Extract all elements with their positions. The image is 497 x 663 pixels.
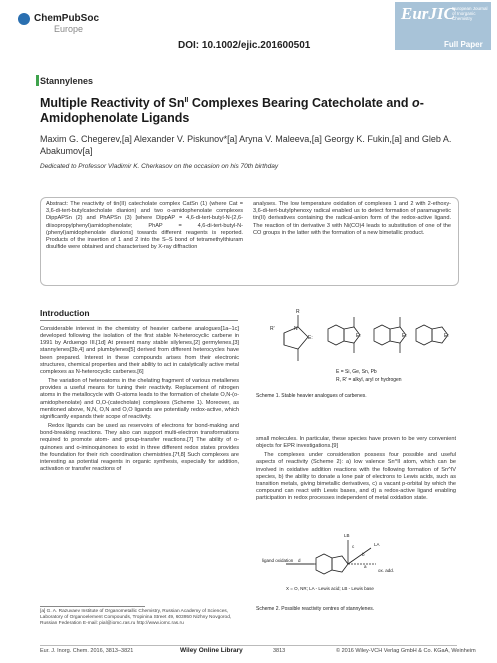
scheme1-legend-e: E = Si, Ge, Sn, Pb [336,369,377,375]
scheme2-b: b [362,552,365,557]
svg-text:E:: E: [444,333,449,339]
scheme2-la: LA [374,542,380,547]
wiley-online-library[interactable]: Wiley Online Library [180,647,243,654]
scheme1-label-r: R [296,309,300,315]
journal-logo: EurJIC [401,4,455,23]
scheme1-label-rprime: R' [270,326,275,332]
scheme2-c: c [352,544,355,549]
authors: Maxim G. Chegerev,[a] Alexander V. Piskunov*[a] Aryna V. Maleeva,[a] Georgy K. Fukin,[a] and Gleb A. Abakumov[a] [40,134,452,156]
dedication: Dedicated to Professor Vladimir K. Cherkasov on the occasion on his 70th birthday [40,163,279,170]
scheme2-caption: Scheme 2. Possible reactivity centres of stannylenes. [256,606,375,612]
right-paragraph-1: small molecules. In particular, these species have proven to be very convenient objects for EPR investigations.[9] [256,436,456,450]
intro-heading: Introduction [40,308,90,318]
scheme2-a: a [364,564,367,569]
svg-text:E:: E: [356,333,361,339]
publisher-logo [14,10,124,44]
article-type: Full Paper [444,40,483,49]
scheme2-oxadd: ox. add. [378,568,395,573]
journal-reference: Eur. J. Inorg. Chem. 2016, 3813–3821 [40,648,134,654]
scheme-1-figure [256,305,456,425]
publisher-name: ChemPubSoc [34,13,100,24]
intro-paragraph-1: Considerable interest in the chemistry of heavier carbene analogues[1a–1c] developed following the isolation of the first stable N-heterocyclic carbene in 1991 by Arduengo III.[1d] At present many stable silylenes,[2] germylenes,[3] stannylenes[3b,4] and plumbylenes[5] derived from different heterocycles have been prepared. Interest in these compounds arises from their electronic structures, chemical properties and their ability to act in catalytically active metal complexes as N-heterocyclic carbenes.[6] [40,326,239,375]
section-marker [36,75,39,86]
scheme1-label-n: N [294,326,298,332]
footnote-rule [40,606,145,607]
publisher-logo-icon [18,13,30,25]
right-column-body [256,436,456,504]
scheme1-legend-r: R, R' = alkyl, aryl or hydrogen [336,377,402,383]
intro-rule [40,320,238,321]
scheme2-lb: LB [344,533,350,538]
article-title: Multiple Reactivity of $Sn^{II}$ Complexes Bearing Catecholate and o-Amidophenolate Ligands [40,96,424,126]
intro-paragraph-3: Redox ligands can be used as reservoirs of electrons for bond-making and bond-breaking reactions. They also can support multi-electron transformations required to promote atom- and group-transfer reactions.[7] The ability of o-quinones and o-iminoquinones to exist in three different redox states provides the foundation for their rich coordination chemistries.[7f,8] Such complexes are interesting as potential reagents in organic synthesis, especially for addition, activation or transfer reactions of [40,423,239,472]
scheme-2-figure [256,530,456,615]
journal-logo-sub: European Journal of Inorganic Chemistry [452,6,488,21]
copyright: © 2016 Wiley-VCH Verlag GmbH & Co. KGaA, Weinheim [336,648,476,654]
scheme2-ligand-ox: ligand oxidation [262,558,294,563]
abstract-left: Abstract: The reactivity of tin(II) catecholate complex CatSn (1) (where Cat = 3,6-di-tert-butylcatecholate dianion) and two o-amidophenolate complexes DippAPSn (2) and PhAPSn (3) [where DippAP = 4,6-di-tert-butyl-N-(2,6-diisopropylphenyl)amidophenolate; PhAP = 4,6-di-tert-butyl-N-(phenyl)amidophenolate dianions] towards different reagents is reported. Products of the insertion of 1 and 2 into the S–S bond of tetramethylthiuram disulfide were obtained and characterised by X-ray diffraction [46,201,243,251]
abstract-right: analyses. The low temperature oxidation of complexes 1 and 2 with 2-ethoxy-3,6-di-tert-butylphenoxy radical enabled us to detect formation of paramagnetic tin(II) derivatives containing the radical-anion form of the redox-active ligand. The reaction of tin derivative 3 with Ni(CO)4 leads to substitution of one of the CO groups in the latter with the formation of a new bimetallic product. [253,201,451,236]
scheme1-label-e: E: [308,335,313,341]
publisher-sub: Europe [54,24,84,34]
scheme2-d: d [298,558,301,563]
footnote: [a] G. A. Razuvaev Institute of Organometallic Chemistry, Russian Academy of Sciences, Laboratory of Organoelement Compounds, Tropinina Street 49, 603950 Nizhny Novgorod, Russian Federation E-mail: pial@iomc.ras.ru http://www.iomc.ras.ru [40,609,232,626]
svg-text:E:: E: [402,333,407,339]
scheme2-legend: X = O, NR; LA - Lewis acid; LB - Lewis base [286,586,374,591]
doi[interactable]: DOI: 10.1002/ejic.201600501 [178,40,311,51]
page-number: 3813 [273,648,286,654]
intro-body [40,326,239,475]
footer-rule [40,645,457,646]
right-paragraph-2: The complexes under consideration possess four possible and useful aspects of reactivity (Scheme 2): a) low valence Sn^II atom, which can be involved in oxidative addition reactions with the following formation of Sn^IV species, b) the ability to donate a lone pair of electrons to Lewis acids, such as transition metals, giving bimetallic derivatives, c) a vacant p-orbital by which the compound can react with Lewis bases, and d) a redox-active ligand enabling participation in redox processes independent of metal oxidation state. [256,452,456,502]
scheme1-caption: Scheme 1. Stable heavier analogues of carbenes. [256,393,367,399]
intro-paragraph-2: The variation of heteroatoms in the chelating fragment of various metallenes provides a useful means for tuning their reactivity. Replacement of nitrogen atoms in the metallocycle with O-atoms leads to the formation of chelate O,N-(o-amidophenolate) and O,O-(catecholate) complexes (Scheme 1). Moreover, as mentioned above, N,N, O,N and O,O ligands are potentially redox-active, which significantly expands their scope of reactivity. [40,378,239,420]
section-tag: Stannylenes [40,76,94,86]
